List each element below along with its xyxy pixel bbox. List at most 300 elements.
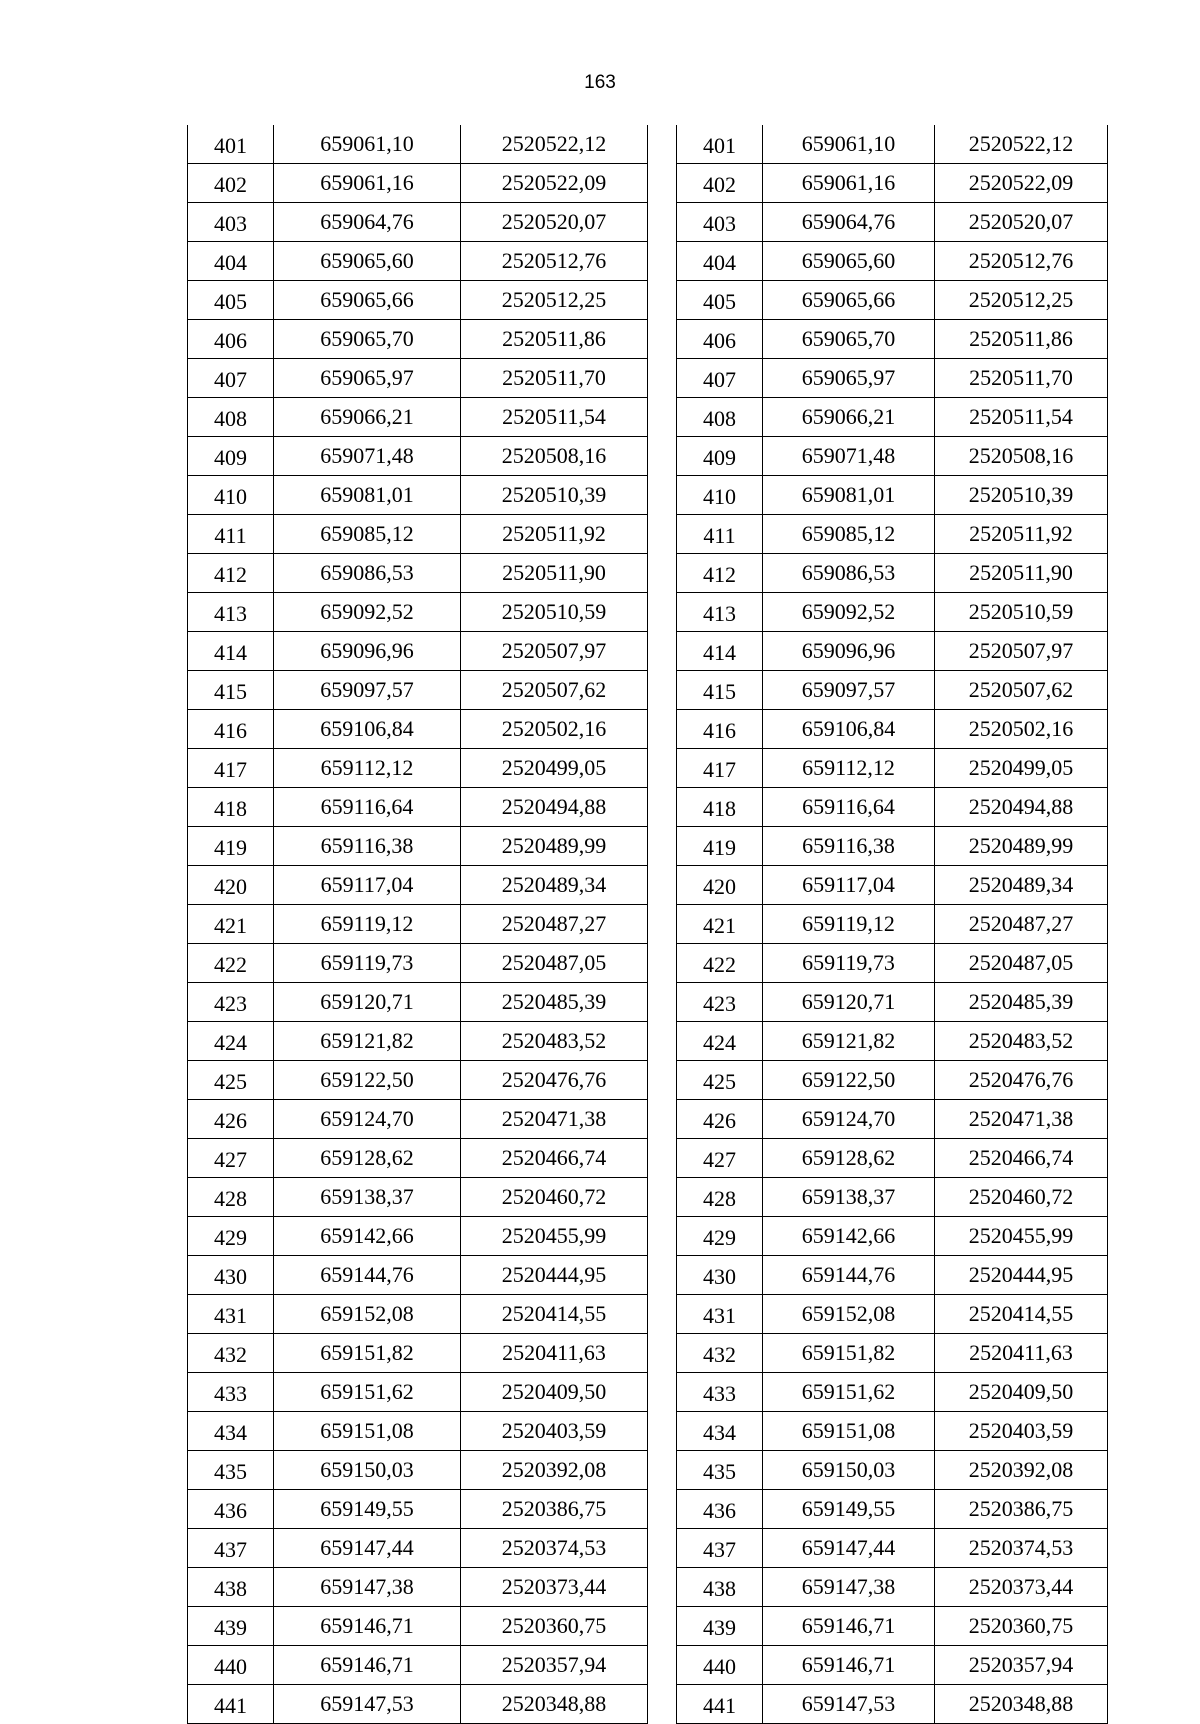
point-number-cell: 430 [677,1256,763,1295]
point-number-cell: 407 [677,359,763,398]
table-row [677,359,1108,398]
y-coordinate-cell: 2520510,59 [935,593,1108,632]
page-number: 163 [584,72,616,93]
table-row [677,1334,1108,1373]
x-coordinate-cell: 659064,76 [274,203,461,242]
y-coordinate-cell: 2520386,75 [461,1490,648,1529]
point-number-cell: 428 [677,1178,763,1217]
y-coordinate-cell: 2520357,94 [461,1646,648,1685]
point-number-cell: 405 [677,281,763,320]
y-coordinate-cell: 2520511,70 [935,359,1108,398]
point-number-cell: 410 [677,476,763,515]
table-row [677,125,1108,164]
x-coordinate-cell: 659128,62 [274,1139,461,1178]
point-number-cell: 426 [188,1100,274,1139]
point-number-cell: 418 [188,788,274,827]
x-coordinate-cell: 659065,70 [274,320,461,359]
point-number-cell: 412 [188,554,274,593]
table-row [677,1568,1108,1607]
y-coordinate-cell: 2520455,99 [935,1217,1108,1256]
point-number-cell: 409 [188,437,274,476]
x-coordinate-cell: 659122,50 [274,1061,461,1100]
x-coordinate-cell: 659142,66 [763,1217,935,1256]
point-number-cell: 438 [188,1568,274,1607]
x-coordinate-cell: 659119,73 [763,944,935,983]
table-row [188,1646,648,1685]
point-number-cell: 437 [677,1529,763,1568]
y-coordinate-cell: 2520409,50 [461,1373,648,1412]
y-coordinate-cell: 2520411,63 [461,1334,648,1373]
x-coordinate-cell: 659116,38 [763,827,935,866]
table-row [188,1139,648,1178]
point-number-cell: 423 [188,983,274,1022]
table-row [677,203,1108,242]
point-number-cell: 435 [188,1451,274,1490]
table-row [677,1373,1108,1412]
table-row [188,1451,648,1490]
y-coordinate-cell: 2520494,88 [935,788,1108,827]
x-coordinate-cell: 659097,57 [274,671,461,710]
table-row [677,944,1108,983]
table-row [188,1100,648,1139]
table-row [677,1139,1108,1178]
y-coordinate-cell: 2520444,95 [461,1256,648,1295]
table-row [677,398,1108,437]
table-row [677,593,1108,632]
x-coordinate-cell: 659116,64 [763,788,935,827]
point-number-cell: 431 [677,1295,763,1334]
table-row [188,710,648,749]
table-row [188,476,648,515]
y-coordinate-cell: 2520476,76 [935,1061,1108,1100]
table-row [677,1685,1108,1724]
x-coordinate-cell: 659147,38 [763,1568,935,1607]
table-row [188,1529,648,1568]
table-row [188,398,648,437]
x-coordinate-cell: 659150,03 [763,1451,935,1490]
y-coordinate-cell: 2520483,52 [935,1022,1108,1061]
y-coordinate-cell: 2520507,62 [461,671,648,710]
x-coordinate-cell: 659086,53 [274,554,461,593]
table-row [188,281,648,320]
point-number-cell: 404 [677,242,763,281]
y-coordinate-cell: 2520373,44 [461,1568,648,1607]
y-coordinate-cell: 2520511,92 [935,515,1108,554]
point-number-cell: 441 [677,1685,763,1724]
point-number-cell: 431 [188,1295,274,1334]
point-number-cell: 433 [188,1373,274,1412]
x-coordinate-cell: 659121,82 [763,1022,935,1061]
table-row [188,1568,648,1607]
point-number-cell: 416 [677,710,763,749]
point-number-cell: 412 [677,554,763,593]
point-number-cell: 402 [677,164,763,203]
x-coordinate-cell: 659149,55 [274,1490,461,1529]
x-coordinate-cell: 659147,53 [274,1685,461,1724]
table-row [188,515,648,554]
point-number-cell: 416 [188,710,274,749]
point-number-cell: 420 [677,866,763,905]
table-row [188,1334,648,1373]
point-number-cell: 407 [188,359,274,398]
x-coordinate-cell: 659151,82 [763,1334,935,1373]
x-coordinate-cell: 659066,21 [763,398,935,437]
x-coordinate-cell: 659138,37 [274,1178,461,1217]
x-coordinate-cell: 659146,71 [274,1607,461,1646]
point-number-cell: 425 [677,1061,763,1100]
x-coordinate-cell: 659065,70 [763,320,935,359]
point-number-cell: 424 [677,1022,763,1061]
y-coordinate-cell: 2520348,88 [461,1685,648,1724]
x-coordinate-cell: 659121,82 [274,1022,461,1061]
x-coordinate-cell: 659152,08 [763,1295,935,1334]
point-number-cell: 402 [188,164,274,203]
point-number-cell: 413 [677,593,763,632]
x-coordinate-cell: 659066,21 [274,398,461,437]
table-row [677,476,1108,515]
x-coordinate-cell: 659151,08 [763,1412,935,1451]
y-coordinate-cell: 2520489,99 [461,827,648,866]
table-row [677,515,1108,554]
y-coordinate-cell: 2520357,94 [935,1646,1108,1685]
x-coordinate-cell: 659061,10 [274,125,461,164]
point-number-cell: 436 [188,1490,274,1529]
y-coordinate-cell: 2520511,54 [461,398,648,437]
table-row [677,1529,1108,1568]
x-coordinate-cell: 659071,48 [274,437,461,476]
x-coordinate-cell: 659147,53 [763,1685,935,1724]
table-row [188,671,648,710]
y-coordinate-cell: 2520487,05 [935,944,1108,983]
y-coordinate-cell: 2520489,99 [935,827,1108,866]
x-coordinate-cell: 659065,60 [763,242,935,281]
point-number-cell: 414 [677,632,763,671]
x-coordinate-cell: 659119,12 [274,905,461,944]
point-number-cell: 428 [188,1178,274,1217]
point-number-cell: 429 [188,1217,274,1256]
table-row [188,203,648,242]
x-coordinate-cell: 659144,76 [763,1256,935,1295]
x-coordinate-cell: 659152,08 [274,1295,461,1334]
table-row [677,1646,1108,1685]
table-row [677,1412,1108,1451]
point-number-cell: 440 [188,1646,274,1685]
point-number-cell: 406 [677,320,763,359]
point-number-cell: 427 [188,1139,274,1178]
table-row [677,554,1108,593]
point-number-cell: 420 [188,866,274,905]
table-row [677,788,1108,827]
y-coordinate-cell: 2520511,70 [461,359,648,398]
y-coordinate-cell: 2520511,92 [461,515,648,554]
point-number-cell: 427 [677,1139,763,1178]
y-coordinate-cell: 2520485,39 [935,983,1108,1022]
y-coordinate-cell: 2520386,75 [935,1490,1108,1529]
y-coordinate-cell: 2520508,16 [461,437,648,476]
y-coordinate-cell: 2520411,63 [935,1334,1108,1373]
y-coordinate-cell: 2520471,38 [935,1100,1108,1139]
point-number-cell: 434 [677,1412,763,1451]
x-coordinate-cell: 659096,96 [274,632,461,671]
table-row [677,1022,1108,1061]
point-number-cell: 438 [677,1568,763,1607]
y-coordinate-cell: 2520487,05 [461,944,648,983]
x-coordinate-cell: 659061,16 [763,164,935,203]
y-coordinate-cell: 2520489,34 [935,866,1108,905]
x-coordinate-cell: 659120,71 [274,983,461,1022]
y-coordinate-cell: 2520511,90 [461,554,648,593]
x-coordinate-cell: 659146,71 [763,1646,935,1685]
table-row [677,1607,1108,1646]
table-row [188,749,648,788]
x-coordinate-cell: 659092,52 [274,593,461,632]
y-coordinate-cell: 2520414,55 [935,1295,1108,1334]
point-number-cell: 411 [188,515,274,554]
y-coordinate-cell: 2520512,76 [935,242,1108,281]
point-number-cell: 417 [677,749,763,788]
table-row [677,164,1108,203]
point-number-cell: 409 [677,437,763,476]
y-coordinate-cell: 2520466,74 [935,1139,1108,1178]
table-row [677,1295,1108,1334]
x-coordinate-cell: 659119,12 [763,905,935,944]
x-coordinate-cell: 659147,38 [274,1568,461,1607]
x-coordinate-cell: 659106,84 [763,710,935,749]
y-coordinate-cell: 2520511,86 [461,320,648,359]
table-row [188,1178,648,1217]
table-row [677,1490,1108,1529]
point-number-cell: 405 [188,281,274,320]
x-coordinate-cell: 659112,12 [274,749,461,788]
point-number-cell: 429 [677,1217,763,1256]
point-number-cell: 415 [677,671,763,710]
table-row [188,1412,648,1451]
point-number-cell: 439 [188,1607,274,1646]
point-number-cell: 435 [677,1451,763,1490]
x-coordinate-cell: 659097,57 [763,671,935,710]
x-coordinate-cell: 659119,73 [274,944,461,983]
x-coordinate-cell: 659149,55 [763,1490,935,1529]
table-row [677,827,1108,866]
table-row [677,632,1108,671]
y-coordinate-cell: 2520507,62 [935,671,1108,710]
y-coordinate-cell: 2520520,07 [935,203,1108,242]
y-coordinate-cell: 2520502,16 [935,710,1108,749]
point-number-cell: 408 [677,398,763,437]
y-coordinate-cell: 2520403,59 [935,1412,1108,1451]
table-row [677,749,1108,788]
table-row [188,437,648,476]
point-number-cell: 439 [677,1607,763,1646]
x-coordinate-cell: 659061,16 [274,164,461,203]
y-coordinate-cell: 2520512,25 [935,281,1108,320]
point-number-cell: 421 [188,905,274,944]
table-row [677,1178,1108,1217]
x-coordinate-cell: 659124,70 [763,1100,935,1139]
x-coordinate-cell: 659128,62 [763,1139,935,1178]
x-coordinate-cell: 659106,84 [274,710,461,749]
y-coordinate-cell: 2520476,76 [461,1061,648,1100]
table-row [188,1256,648,1295]
point-number-cell: 411 [677,515,763,554]
table-row [188,944,648,983]
y-coordinate-cell: 2520512,76 [461,242,648,281]
x-coordinate-cell: 659151,62 [763,1373,935,1412]
table-row [188,1373,648,1412]
table-row [188,1607,648,1646]
x-coordinate-cell: 659065,60 [274,242,461,281]
table-row [677,905,1108,944]
y-coordinate-cell: 2520511,86 [935,320,1108,359]
y-coordinate-cell: 2520392,08 [461,1451,648,1490]
point-number-cell: 404 [188,242,274,281]
x-coordinate-cell: 659147,44 [763,1529,935,1568]
table-row [188,164,648,203]
x-coordinate-cell: 659146,71 [274,1646,461,1685]
y-coordinate-cell: 2520510,39 [461,476,648,515]
table-row [677,866,1108,905]
y-coordinate-cell: 2520403,59 [461,1412,648,1451]
y-coordinate-cell: 2520483,52 [461,1022,648,1061]
x-coordinate-cell: 659061,10 [763,125,935,164]
y-coordinate-cell: 2520466,74 [461,1139,648,1178]
table-row [188,1490,648,1529]
table-row [188,593,648,632]
x-coordinate-cell: 659065,97 [274,359,461,398]
y-coordinate-cell: 2520374,53 [935,1529,1108,1568]
table-row [677,437,1108,476]
table-row [188,554,648,593]
x-coordinate-cell: 659064,76 [763,203,935,242]
point-number-cell: 410 [188,476,274,515]
point-number-cell: 422 [188,944,274,983]
y-coordinate-cell: 2520374,53 [461,1529,648,1568]
table-row [188,905,648,944]
y-coordinate-cell: 2520522,12 [935,125,1108,164]
y-coordinate-cell: 2520507,97 [461,632,648,671]
point-number-cell: 426 [677,1100,763,1139]
point-number-cell: 401 [677,125,763,164]
coordinates-table-left [187,125,648,1724]
table-row [677,1217,1108,1256]
table-row [188,320,648,359]
point-number-cell: 436 [677,1490,763,1529]
table-row [188,1217,648,1256]
x-coordinate-cell: 659112,12 [763,749,935,788]
y-coordinate-cell: 2520460,72 [935,1178,1108,1217]
table-row [188,1061,648,1100]
point-number-cell: 419 [677,827,763,866]
x-coordinate-cell: 659117,04 [763,866,935,905]
y-coordinate-cell: 2520499,05 [935,749,1108,788]
table-row [188,1685,648,1724]
table-row [188,632,648,671]
x-coordinate-cell: 659147,44 [274,1529,461,1568]
point-number-cell: 419 [188,827,274,866]
x-coordinate-cell: 659092,52 [763,593,935,632]
y-coordinate-cell: 2520471,38 [461,1100,648,1139]
point-number-cell: 430 [188,1256,274,1295]
point-number-cell: 414 [188,632,274,671]
point-number-cell: 422 [677,944,763,983]
table-row [677,1451,1108,1490]
point-number-cell: 408 [188,398,274,437]
point-number-cell: 421 [677,905,763,944]
table-row [188,1295,648,1334]
x-coordinate-cell: 659085,12 [763,515,935,554]
y-coordinate-cell: 2520460,72 [461,1178,648,1217]
x-coordinate-cell: 659138,37 [763,1178,935,1217]
x-coordinate-cell: 659065,66 [763,281,935,320]
y-coordinate-cell: 2520489,34 [461,866,648,905]
y-coordinate-cell: 2520485,39 [461,983,648,1022]
point-number-cell: 441 [188,1685,274,1724]
x-coordinate-cell: 659151,62 [274,1373,461,1412]
table-row [677,1100,1108,1139]
point-number-cell: 440 [677,1646,763,1685]
y-coordinate-cell: 2520512,25 [461,281,648,320]
y-coordinate-cell: 2520510,59 [461,593,648,632]
y-coordinate-cell: 2520507,97 [935,632,1108,671]
table-row [677,671,1108,710]
x-coordinate-cell: 659142,66 [274,1217,461,1256]
point-number-cell: 434 [188,1412,274,1451]
x-coordinate-cell: 659146,71 [763,1607,935,1646]
x-coordinate-cell: 659085,12 [274,515,461,554]
table-row [677,281,1108,320]
x-coordinate-cell: 659065,66 [274,281,461,320]
point-number-cell: 433 [677,1373,763,1412]
x-coordinate-cell: 659117,04 [274,866,461,905]
table-row [188,866,648,905]
point-number-cell: 437 [188,1529,274,1568]
y-coordinate-cell: 2520522,09 [935,164,1108,203]
y-coordinate-cell: 2520444,95 [935,1256,1108,1295]
point-number-cell: 403 [677,203,763,242]
point-number-cell: 417 [188,749,274,788]
x-coordinate-cell: 659116,64 [274,788,461,827]
coordinates-table-right [676,125,1108,1724]
x-coordinate-cell: 659122,50 [763,1061,935,1100]
table-row [188,827,648,866]
table-row [188,359,648,398]
point-number-cell: 423 [677,983,763,1022]
table-row [188,125,648,164]
y-coordinate-cell: 2520487,27 [935,905,1108,944]
x-coordinate-cell: 659124,70 [274,1100,461,1139]
y-coordinate-cell: 2520392,08 [935,1451,1108,1490]
table-row [677,242,1108,281]
x-coordinate-cell: 659096,96 [763,632,935,671]
table-row [677,1061,1108,1100]
table-row [188,788,648,827]
x-coordinate-cell: 659116,38 [274,827,461,866]
point-number-cell: 418 [677,788,763,827]
point-number-cell: 424 [188,1022,274,1061]
x-coordinate-cell: 659065,97 [763,359,935,398]
point-number-cell: 403 [188,203,274,242]
point-number-cell: 432 [677,1334,763,1373]
table-row [677,710,1108,749]
y-coordinate-cell: 2520348,88 [935,1685,1108,1724]
point-number-cell: 415 [188,671,274,710]
y-coordinate-cell: 2520360,75 [461,1607,648,1646]
x-coordinate-cell: 659150,03 [274,1451,461,1490]
table-row [188,242,648,281]
table-row [188,983,648,1022]
y-coordinate-cell: 2520487,27 [461,905,648,944]
x-coordinate-cell: 659086,53 [763,554,935,593]
